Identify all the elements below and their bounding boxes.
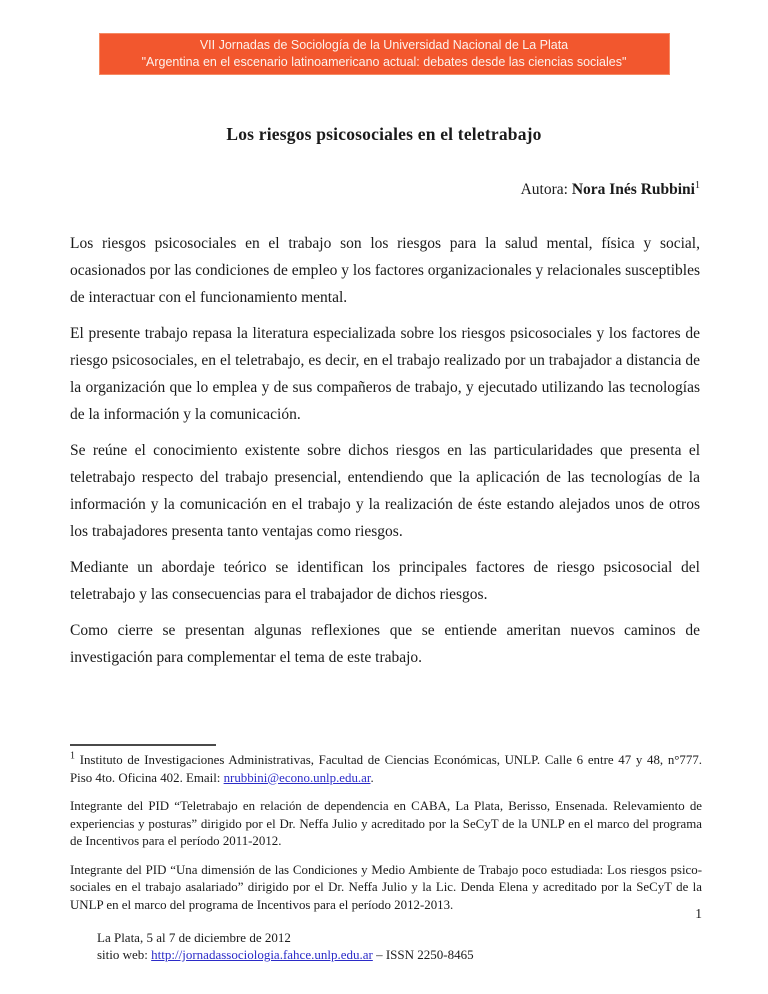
footnote-1: [70, 752, 702, 787]
footnote-1-text: Instituto de Investigaciones Administrativas, Facultad de Ciencias Económicas, UNLP. Calle 6 entre 47 y 48, n°777. Piso 4to. Oficina 402. Email:: [70, 753, 702, 785]
paragraph-1: Los riesgos psicosociales en el trabajo son los riesgos para la salud mental, física y social, ocasionados por las condiciones de empleo y los factores organizacionales y relacionales susceptibles de interactuar con el funcionamiento mental.: [70, 235, 700, 306]
abstract-body: [70, 230, 700, 671]
email-link[interactable]: nrubbini@econo.unlp.edu.ar: [223, 770, 371, 785]
author-line: [70, 181, 700, 199]
footnote-3: Integrante del PID “Una dimensión de las Condiciones y Medio Ambiente de Trabajo poco estudiada: Los riesgos psico-sociales en el trabajo asalariado” dirigido por el Dr. Neffa Julio y la Lic. Denda Elena y acreditado por la SeCyT de la UNLP en el marco del programa de Incentivos para el período 2012-2013.: [70, 862, 702, 912]
footnote-2: Integrante del PID “Teletrabajo en relación de dependencia en CABA, La Plata, Berisso, Ensenada. Relevamiento de experiencias y posturas” dirigido por el Dr. Neffa Julio y acreditado por la SeCyT de la UNLP en el marco del programa de Incentivos para el período 2011-2012.: [70, 799, 702, 848]
paragraph-2: El presente trabajo repasa la literatura especializada sobre los riesgos psicosociales y los factores de riesgo psicosociales, en el teletrabajo, es decir, en el trabajo realizado por un trabajador a distancia de la organización que lo emplea y de sus compañeros de trabajo, y ejecutado utilizando las tecnologías de la información y la comunicación.: [70, 325, 700, 423]
paragraph-4: Mediante un abordaje teórico se identifican los principales factores de riesgo psicosocial del teletrabajo y las consecuencias para el trabajador de dichos riesgos.: [70, 559, 700, 603]
footer-site-label: sitio web:: [97, 947, 152, 962]
conference-banner: [99, 33, 670, 75]
footnote-1-marker: 1: [70, 750, 75, 762]
site-url-link[interactable]: http://jornadassociologia.fahce.unlp.edu.ar: [151, 947, 373, 962]
footer-issn: – ISSN 2250-8465: [372, 947, 474, 962]
footnote-separator-rule: [70, 744, 216, 746]
author-label: Autora:: [520, 181, 572, 198]
page-title: Los riesgos psicosociales en el teletrabajo: [226, 124, 542, 144]
page-number: 1: [695, 906, 702, 921]
footer-date-line: La Plata, 5 al 7 de diciembre de 2012: [97, 930, 291, 945]
banner-line-1: VII Jornadas de Sociología de la Universidad Nacional de La Plata: [199, 38, 569, 52]
page-footer: [97, 929, 474, 963]
footer-site-line: [97, 946, 474, 963]
banner-line-2: "Argentina en el escenario latinoamericano actual: debates desde las ciencias sociales": [141, 55, 627, 69]
paragraph-5: Como cierre se presentan algunas reflexiones que se entiende ameritan nuevos caminos de investigación para complementar el tema de este trabajo.: [70, 622, 700, 666]
footnotes-section: [70, 744, 702, 925]
paragraph-3: Se reúne el conocimiento existente sobre dichos riesgos en las particularidades que presenta el teletrabajo respecto del trabajo presencial, entendiendo que la aplicación de las tecnologías de la información y la comunicación en el trabajo y la realización de éste estando alejados unos de otros los trabajadores presenta tanto ventajas como riesgos.: [70, 442, 700, 540]
author-footnote-ref: 1: [695, 179, 700, 191]
footnote-1-suffix: .: [370, 770, 374, 785]
author-name: Nora Inés Rubbini: [571, 181, 695, 198]
